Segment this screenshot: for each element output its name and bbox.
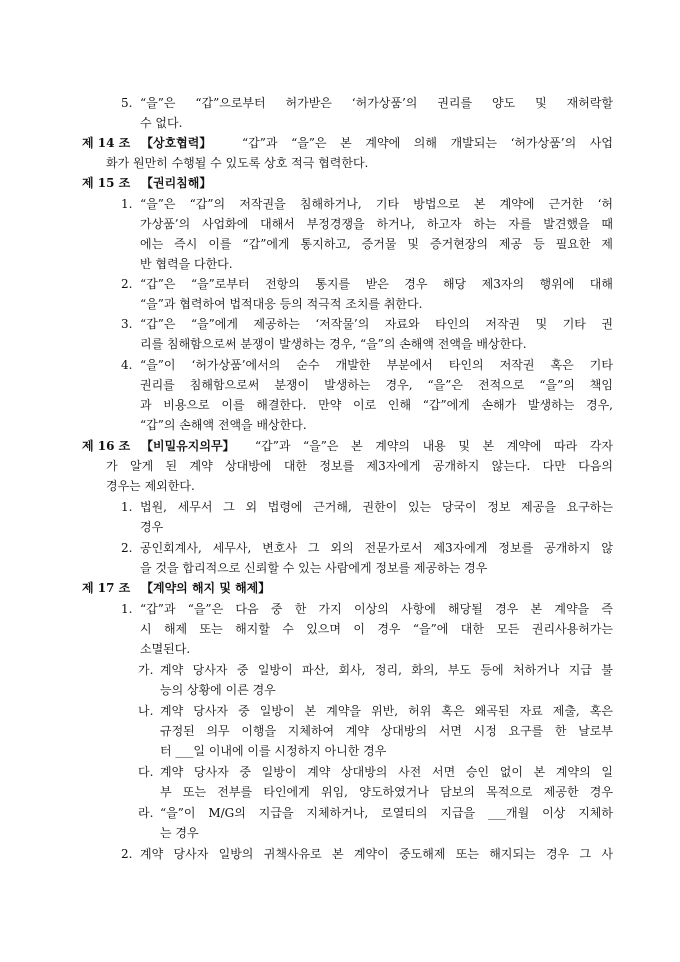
item-text-line: 가상품’의 사업화에 대해서 부정경쟁을 하거나, 하고자 하는 자를 발견했을 때 [140,217,613,231]
item-text-line: 에는 즉시 이를 “갑”에게 통지하고, 증거물 및 증거현장의 제공 등 필요한 제 [140,237,613,251]
sub-item-number: 나. [138,704,154,718]
item-text-line: 법원, 세무서 그 외 법령에 근거해, 권한이 있는 당국이 정보 제공을 요구하는 [140,500,613,514]
item-text-line: 소멸된다. [140,642,191,656]
item-text-line: “갑”의 손해액 전액을 배상한다. [140,418,307,432]
item-text-line: 수 없다. [140,116,183,130]
article-text-line: “갑”과 “을”은 본 계약의 내용 및 본 계약에 따라 각자 [255,439,613,453]
item-number: 4. [121,358,133,372]
item-text-line: 과 비용으로 이를 해결한다. 만약 이로 인해 “갑”에게 손해가 발생하는 경우, [140,398,613,412]
item-text-line: “을”이 ‘허가상품’에서의 순수 개발한 부분에서 타인의 저작권 혹은 기타 [140,358,613,372]
article-heading: 제 14 조 [82,136,131,150]
item-text-line: “을”은 “갑”으로부터 허가받은 ‘허가상품’의 권리를 양도 및 재허락할 [140,96,613,110]
article-title: 【상호협력】 [141,136,212,150]
item-text-line: “갑”과 “을”은 다음 중 한 가지 이상의 사항에 해당될 경우 본 계약을 즉 [140,602,613,616]
item-number: 5. [121,96,133,110]
item-number: 2. [121,541,133,555]
sub-item-text-line: “을”이 M/G의 지급을 지체하거나, 로열티의 지급을 ___개월 이상 지체하 [160,806,613,820]
article-title: 【비밀유지의무】 [141,439,235,453]
article-text-line: 가 알게 된 계약 상대방에 대한 정보를 제3자에게 공개하지 않는다. 다만 다음의 [106,459,613,473]
item-text-line: 을 것을 합리적으로 신뢰할 수 있는 사람에게 정보를 제공하는 경우 [140,561,488,575]
article-heading: 제 15 조 [82,176,131,190]
article-title: 【권리침해】 [141,176,212,190]
sub-item-text-line: 규정된 의무 이행을 지체하여 계약 상대방의 서면 시정 요구를 한 날로부 [160,724,613,738]
article-heading: 제 16 조 [82,439,131,453]
article-text-line: “갑”과 “을”은 본 계약에 의해 개발되는 ‘허가상품’의 사업 [242,136,613,150]
item-text-line: “을”과 협력하여 법적대응 등의 적극적 조치를 취한다. [140,297,423,311]
article-title: 【계약의 해지 및 해제】 [141,581,271,595]
sub-item-number: 가. [138,663,154,677]
sub-item-text-line: 계약 당사자 중 일방이 계약 상대방의 사전 서면 승인 없이 본 계약의 일 [160,765,613,779]
item-number: 1. [121,500,133,514]
item-number: 1. [121,197,133,211]
sub-item-number: 라. [138,806,154,820]
article-heading: 제 17 조 [82,581,131,595]
sub-item-text-line: 는 경우 [160,826,199,840]
article-text-line: 화가 원만히 수행될 수 있도록 상호 적극 협력한다. [106,156,369,170]
sub-item-text-line: 부 또는 전부를 타인에게 위임, 양도하였거나 담보의 목적으로 제공한 경우 [160,785,613,799]
sub-item-text-line: 계약 당사자 중 일방이 본 계약을 위반, 허위 혹은 왜곡된 자료 제출, 혹은 [160,704,613,718]
item-number: 2. [121,847,133,861]
sub-item-text-line: 계약 당사자 중 일방이 파산, 회사, 정리, 화의, 부도 등에 처하거나 지급 불 [160,663,613,677]
item-number: 1. [121,602,133,616]
item-text-line: 공인회계사, 세무사, 변호사 그 외의 전문가로서 제3자에게 정보를 공개하지 않 [140,541,613,555]
item-text-line: 리를 침해함으로써 분쟁이 발생하는 경우, “을”의 손해액 전액을 배상한다. [140,337,527,351]
item-text-line: 시 해제 또는 해지할 수 있으며 이 경우 “을”에 대한 모든 권리사용허가는 [140,622,613,636]
item-text-line: 권리를 침해함으로써 분쟁이 발생하는 경우, “을”은 전적으로 “을”의 책임 [140,378,613,392]
sub-item-text-line: 능의 상황에 이른 경우 [160,683,276,697]
item-number: 2. [121,277,133,291]
sub-item-text-line: 터 ___일 이내에 이를 시정하지 아니한 경우 [160,744,387,758]
item-text-line: 계약 당사자 일방의 귀책사유로 본 계약이 중도해제 또는 해지되는 경우 그 사 [140,847,613,861]
item-number: 3. [121,317,133,331]
article-text-line: 경우는 제외한다. [106,479,195,493]
item-text-line: 반 협력을 다한다. [140,257,233,271]
sub-item-number: 다. [138,765,154,779]
item-text-line: “갑”은 “을”로부터 전항의 통지를 받은 경우 해당 제3자의 행위에 대해 [140,277,613,291]
item-text-line: 경우 [140,520,164,534]
item-text-line: “갑”은 “을”에게 제공하는 ‘저작물’의 자료와 타인의 저작권 및 기타 권 [140,317,613,331]
item-text-line: “을”은 “갑”의 저작권을 침해하거나, 기타 방법으로 본 계약에 근거한 ‘허 [140,197,613,211]
